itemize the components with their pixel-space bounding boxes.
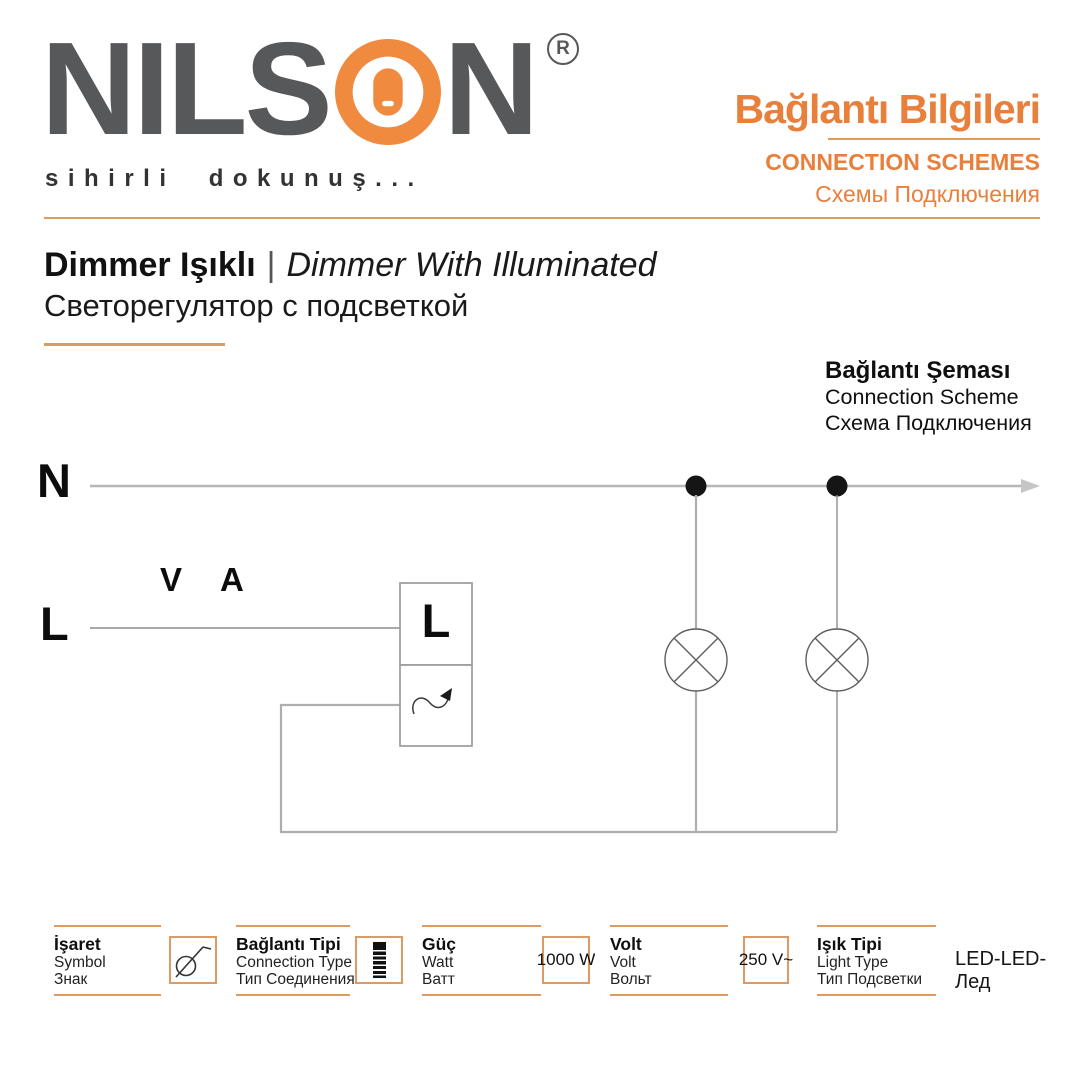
footer-power-block	[422, 925, 541, 996]
lamp-icon	[665, 629, 727, 691]
footer-connection-type-block	[236, 925, 355, 996]
footer-label-ru: Тип Соединения	[236, 971, 355, 988]
footer-volt-block	[610, 925, 728, 996]
logo-text-post: N	[443, 15, 537, 162]
scheme-heading-russian: Схема Подключения	[825, 411, 1032, 435]
footer-label-tr: Işık Tipi	[817, 934, 882, 954]
title-separator: |	[266, 246, 276, 284]
product-name-russian: Светорегулятор с подсветкой	[44, 288, 469, 324]
header-title-turkish: Bağlantı Bilgileri	[734, 86, 1040, 132]
volt-value: 250 V~	[738, 950, 794, 969]
footer-label-ru: Тип Подсветки	[817, 971, 923, 988]
wire-arrowhead-icon	[1021, 479, 1040, 493]
striped-bar-icon	[373, 942, 386, 978]
footer-light-type-block	[817, 925, 936, 996]
neutral-label: N	[37, 454, 71, 507]
footer-label-en: Volt	[610, 954, 636, 971]
footer-label-ru: Вольт	[610, 971, 652, 988]
header-title-english: CONNECTION SCHEMES	[765, 149, 1040, 175]
footer-label-tr: Güç	[422, 934, 457, 954]
connection-type-icon-box	[355, 936, 403, 984]
light-type-value: LED-LED-Лед	[955, 948, 1047, 993]
footer-label-tr: Volt	[610, 934, 642, 954]
symbol-icon-box	[169, 936, 217, 984]
footer-label-tr: Bağlantı Tipi	[236, 934, 341, 954]
product-name-turkish: Dimmer Işıklı	[44, 246, 256, 284]
footer-label-en: Watt	[422, 954, 454, 971]
switch-terminal-label: L	[421, 594, 451, 647]
scheme-heading-english: Connection Scheme	[825, 385, 1019, 409]
va-label: V A	[160, 561, 259, 598]
dimmer-box	[400, 665, 472, 746]
footer-label-ru: Ватт	[422, 971, 455, 988]
volt-value-box	[738, 936, 794, 984]
footer-symbol-block	[54, 925, 161, 996]
junction-dot	[827, 476, 848, 497]
return-wire	[281, 705, 837, 832]
header-title-russian: Схемы Подключения	[815, 181, 1040, 207]
line-label: L	[40, 597, 69, 650]
neutral-wire	[90, 479, 1040, 493]
lamp-icon	[806, 629, 868, 691]
junction-dot	[686, 476, 707, 497]
dimmer-symbol-icon	[171, 938, 215, 982]
footer-label-ru: Знак	[54, 971, 88, 988]
footer-label-en: Light Type	[817, 954, 889, 971]
footer-label-en: Symbol	[54, 954, 106, 971]
logo-tagline: sihirli dokunuş...	[45, 165, 424, 192]
power-value-box	[536, 936, 596, 984]
product-name-english: Dimmer With Illuminated	[286, 246, 657, 284]
logo-text-pre: NILS	[41, 15, 330, 162]
power-value: 1000 W	[536, 950, 596, 969]
footer-label-en: Connection Type	[236, 954, 353, 971]
footer-label-tr: İşaret	[54, 934, 101, 954]
scheme-heading-turkish: Bağlantı Şeması	[825, 357, 1011, 384]
registered-trademark-icon: R	[547, 33, 579, 65]
